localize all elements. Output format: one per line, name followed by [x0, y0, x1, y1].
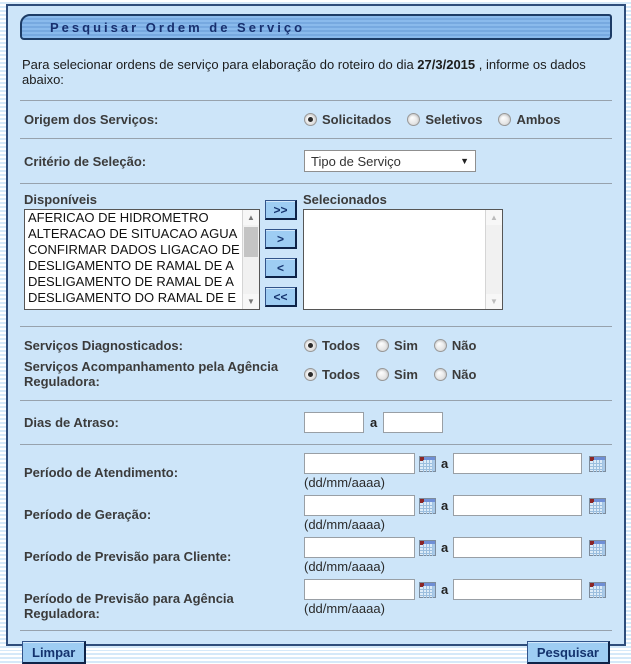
- previsao-agencia-from-input[interactable]: [304, 579, 415, 600]
- list-item[interactable]: AFERICAO DE HIDROMETRO: [28, 210, 209, 225]
- search-service-order-panel: [6, 4, 626, 660]
- list-item[interactable]: ALTERACAO DE SITUACAO AGUA: [28, 226, 238, 241]
- origem-label: Origem dos Serviços:: [24, 112, 159, 127]
- disponiveis-label: Disponíveis: [24, 192, 97, 207]
- calendar-icon[interactable]: [589, 456, 606, 472]
- periodo-previsao-cliente-label: Período de Previsão para Cliente:: [24, 549, 232, 564]
- diagnosticados-row: [16, 327, 616, 355]
- selecionados-listbox[interactable]: [303, 209, 503, 310]
- radio-diag-nao[interactable]: Não: [434, 338, 477, 353]
- radio-acomp-sim[interactable]: Sim: [376, 367, 418, 382]
- atendimento-from-input[interactable]: [304, 453, 415, 474]
- calendar-icon[interactable]: [589, 498, 606, 514]
- panel-title-bar: [20, 14, 612, 40]
- radio-acomp-nao[interactable]: Não: [434, 367, 477, 382]
- pesquisar-button[interactable]: Pesquisar: [527, 641, 610, 664]
- scroll-down-icon[interactable]: ▼: [486, 294, 502, 309]
- scroll-down-icon[interactable]: ▼: [243, 294, 259, 309]
- geracao-to-input[interactable]: [453, 495, 582, 516]
- periods-section: [16, 445, 616, 630]
- date-format-hint: (dd/mm/aaaa): [304, 517, 385, 532]
- add-all-button[interactable]: >>: [265, 200, 297, 220]
- radio-acomp-sim-control[interactable]: [376, 368, 389, 381]
- atendimento-to-input[interactable]: [453, 453, 582, 474]
- date-format-hint: (dd/mm/aaaa): [304, 475, 385, 490]
- selecionados-label: Selecionados: [303, 192, 387, 207]
- radio-ambos-control[interactable]: [498, 113, 511, 126]
- dias-atraso-label: Dias de Atraso:: [24, 415, 119, 430]
- range-separator: a: [441, 456, 449, 471]
- dias-atraso-from-input[interactable]: [304, 412, 364, 433]
- selecionados-scrollbar[interactable]: [485, 210, 502, 309]
- scrollbar-thumb[interactable]: [244, 227, 258, 257]
- radio-solicitados[interactable]: Solicitados: [304, 112, 391, 127]
- scroll-up-icon[interactable]: ▲: [243, 210, 259, 225]
- instruction-text: [16, 40, 616, 100]
- periodo-atendimento-row: [24, 453, 616, 490]
- calendar-icon[interactable]: [419, 456, 436, 472]
- dias-atraso-to-input[interactable]: [383, 412, 443, 433]
- scroll-up-icon[interactable]: ▲: [486, 210, 502, 225]
- remove-button[interactable]: <: [265, 258, 297, 278]
- range-separator: a: [370, 415, 378, 430]
- radio-acomp-nao-control[interactable]: [434, 368, 447, 381]
- service-transfer-section: [16, 184, 616, 326]
- list-item[interactable]: CONFIRMAR DADOS LIGACAO DE: [28, 242, 240, 257]
- periodo-atendimento-label: Período de Atendimento:: [24, 465, 179, 480]
- page-title: Pesquisar Ordem de Serviço: [50, 19, 306, 35]
- periodo-previsao-agencia-label: Período de Previsão para Agência Reguladora:: [24, 591, 234, 621]
- radio-seletivos[interactable]: Seletivos: [407, 112, 482, 127]
- criterio-select[interactable]: [304, 150, 476, 172]
- previsao-cliente-to-input[interactable]: [453, 537, 582, 558]
- radio-diag-sim-control[interactable]: [376, 339, 389, 352]
- radio-diag-todos-control[interactable]: [304, 339, 317, 352]
- date-format-hint: (dd/mm/aaaa): [304, 559, 385, 574]
- geracao-from-input[interactable]: [304, 495, 415, 516]
- origem-row: [16, 101, 616, 138]
- transfer-buttons: [265, 200, 299, 310]
- acompanhamento-label: Serviços Acompanhamento pela Agência Reguladora:: [24, 359, 279, 389]
- criterio-selected-value: Tipo de Serviço: [311, 153, 401, 169]
- date-format-hint: (dd/mm/aaaa): [304, 601, 385, 616]
- previsao-agencia-to-input[interactable]: [453, 579, 582, 600]
- chevron-down-icon: ▼: [460, 156, 469, 166]
- calendar-icon[interactable]: [419, 498, 436, 514]
- acompanhamento-radio-group: [304, 367, 486, 382]
- radio-solicitados-control[interactable]: [304, 113, 317, 126]
- list-item[interactable]: DESLIGAMENTO DE RAMAL DE A: [28, 274, 234, 289]
- range-separator: a: [441, 582, 449, 597]
- radio-diag-sim[interactable]: Sim: [376, 338, 418, 353]
- criterio-label: Critério de Seleção:: [24, 153, 147, 169]
- disponiveis-scrollbar[interactable]: [242, 210, 259, 309]
- radio-ambos[interactable]: Ambos: [498, 112, 560, 127]
- range-separator: a: [441, 498, 449, 513]
- dias-atraso-row: [16, 401, 616, 444]
- footer-actions: [16, 631, 616, 664]
- limpar-button[interactable]: Limpar: [22, 641, 86, 664]
- periodo-previsao-cliente-row: [24, 537, 616, 574]
- periodo-previsao-agencia-row: [24, 579, 616, 621]
- diagnosticados-label: Serviços Diagnosticados:: [24, 338, 183, 353]
- periodo-geracao-label: Período de Geração:: [24, 507, 152, 522]
- list-item[interactable]: DESLIGAMENTO DO RAMAL DE E: [28, 290, 237, 305]
- instruction-prefix: Para selecionar ordens de serviço para elaboração do roteiro do dia: [22, 57, 418, 72]
- calendar-icon[interactable]: [589, 582, 606, 598]
- previsao-cliente-from-input[interactable]: [304, 537, 415, 558]
- list-item[interactable]: DESLIGAMENTO DE RAMAL DE A: [28, 258, 234, 273]
- radio-diag-todos[interactable]: Todos: [304, 338, 360, 353]
- radio-diag-nao-control[interactable]: [434, 339, 447, 352]
- calendar-icon[interactable]: [419, 582, 436, 598]
- selecionados-column: [303, 192, 503, 310]
- calendar-icon[interactable]: [589, 540, 606, 556]
- add-button[interactable]: >: [265, 229, 297, 249]
- calendar-icon[interactable]: [419, 540, 436, 556]
- disponiveis-column: [24, 192, 260, 310]
- roteiro-date: 27/3/2015: [417, 57, 476, 72]
- radio-acomp-todos[interactable]: Todos: [304, 367, 360, 382]
- radio-seletivos-control[interactable]: [407, 113, 420, 126]
- disponiveis-listbox[interactable]: [24, 209, 260, 310]
- periodo-geracao-row: [24, 495, 616, 532]
- instruction-suffix: , informe os dados abaixo:: [22, 57, 586, 87]
- radio-acomp-todos-control[interactable]: [304, 368, 317, 381]
- range-separator: a: [441, 540, 449, 555]
- acompanhamento-row: [16, 355, 616, 400]
- origem-radio-group: [304, 112, 571, 127]
- diagnosticados-radio-group: [304, 338, 486, 353]
- remove-all-button[interactable]: <<: [265, 287, 297, 307]
- criterio-row: [16, 139, 616, 183]
